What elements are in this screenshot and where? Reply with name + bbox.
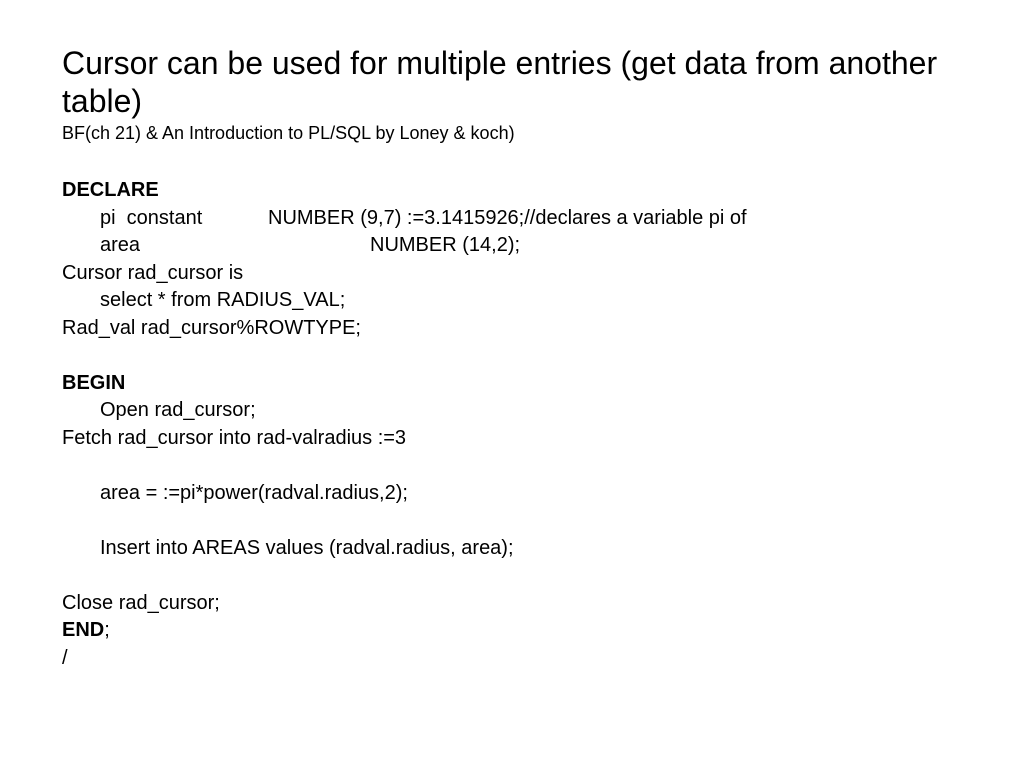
select-statement: select * from RADIUS_VAL; [100,289,346,311]
area-statement: area = :=pi*power(radval.radius,2); [100,481,408,504]
pi-declaration-line [62,205,962,233]
slide-subtitle: BF(ch 21) & An Introduction to PL/SQL by Loney & koch) [62,123,515,143]
insert-statement: Insert into AREAS values (radval.radius, area); [100,536,514,559]
slash-terminator: / [62,646,68,669]
slide-title: Cursor can be used for multiple entries (get data from another table) [62,45,938,119]
open-statement: Open rad_cursor; [100,399,256,421]
code-block [62,177,962,672]
blank-line [62,452,962,480]
end-keyword: END [62,619,105,641]
begin-keyword: BEGIN [62,371,126,394]
cursor-declaration: Cursor rad_cursor is [62,261,244,284]
slide [62,44,962,672]
area-declaration-line [62,232,962,260]
end-semicolon: ; [104,619,110,641]
rowtype-declaration: Rad_val rad_cursor%ROWTYPE; [62,316,361,339]
pi-declaration: NUMBER (9,7) :=3.1415926;//declares a variable pi of [268,206,747,229]
blank-line [62,562,962,590]
area-name: area [100,234,141,256]
area-declaration: NUMBER (14,2); [370,234,521,256]
declare-keyword: DECLARE [62,179,159,201]
close-statement: Close rad_cursor; [62,591,220,614]
pi-name: pi constant [100,206,203,229]
blank-line [62,342,962,370]
blank-line [62,507,962,535]
end-line [62,617,962,645]
fetch-statement: Fetch rad_cursor into rad-valradius :=3 [62,426,407,449]
